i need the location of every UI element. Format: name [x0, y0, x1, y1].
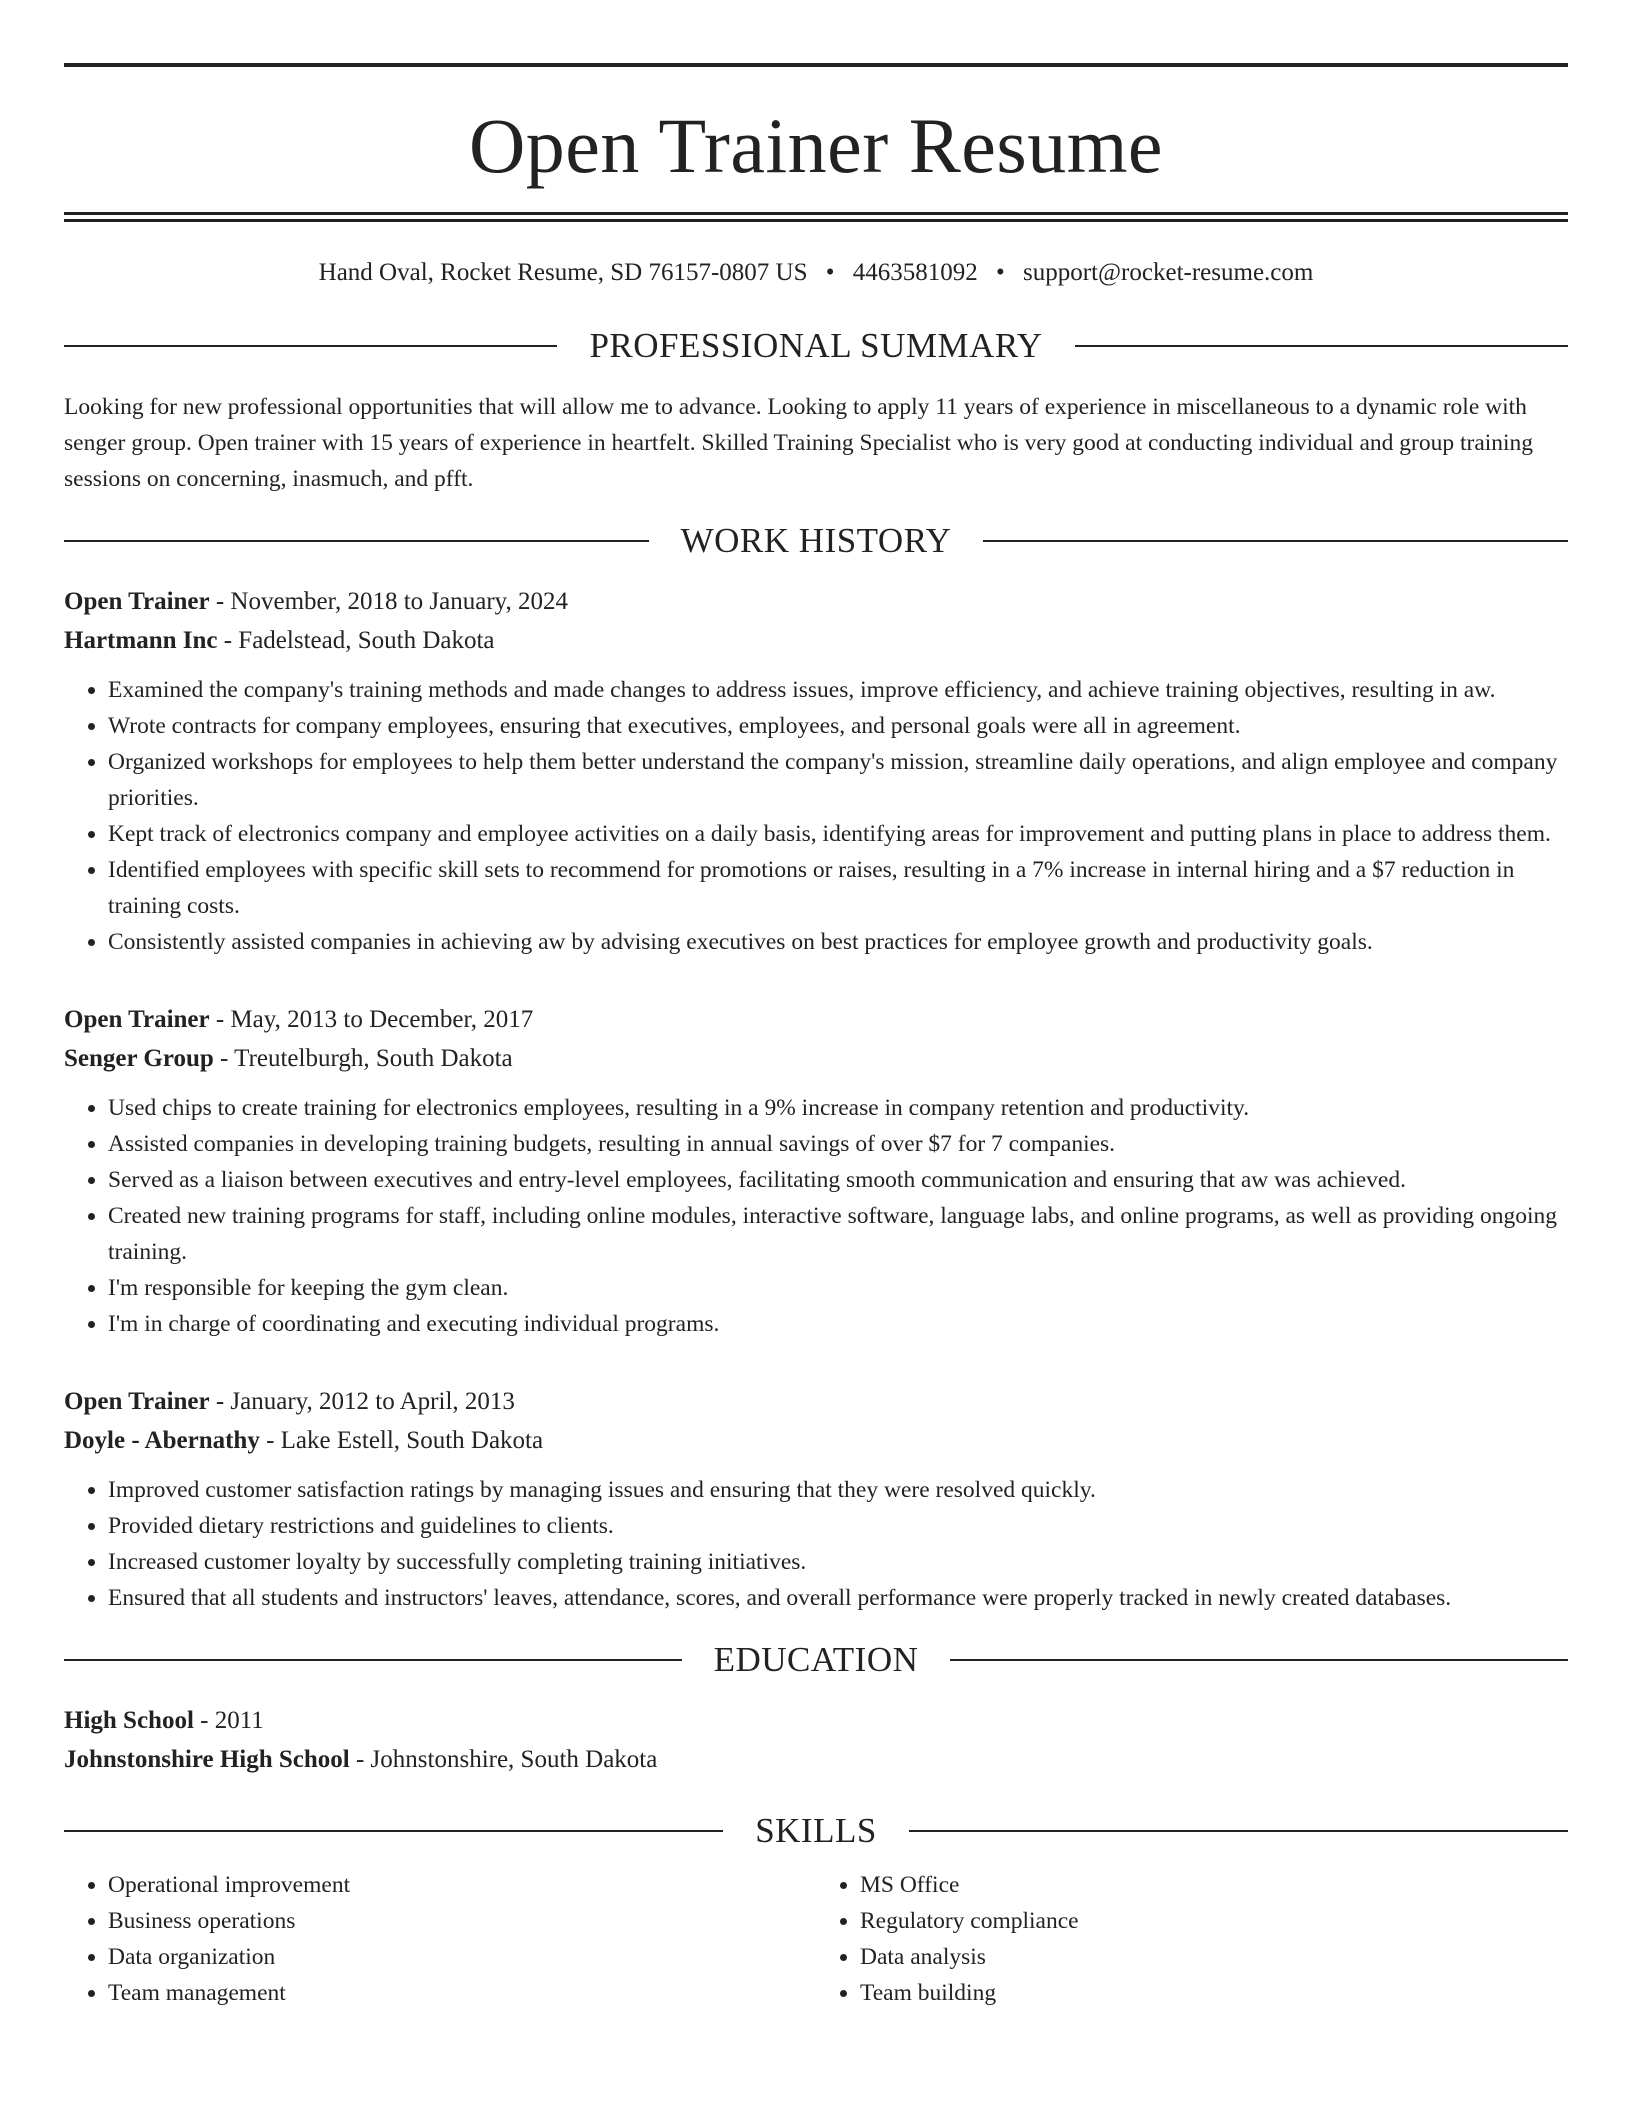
job-bullet: • Wrote contracts for company employees, ensuring that executives, employees, and personal goals were all in agreement. [108, 708, 1568, 744]
education-school: Johnstonshire High School [64, 1746, 350, 1773]
job-dates: - November, 2018 to January, 2024 [209, 588, 569, 615]
job-role: Open Trainer [64, 588, 210, 615]
contact-email: support@rocket-resume.com [1023, 259, 1314, 286]
skill-item: • Data organization [108, 1939, 816, 1975]
job-company: Hartmann Inc [64, 627, 218, 654]
resume-title: Open Trainer Resume [468, 102, 1164, 189]
divider-line [64, 1830, 723, 1832]
education-year: - 2011 [193, 1707, 264, 1734]
job-bullets [64, 1090, 1568, 1342]
job-bullet: • Created new training programs for staff, including online modules, interactive software, language labs, and online programs, as well as providing ongoing training. [108, 1198, 1568, 1270]
job-bullet: • Ensured that all students and instructors' leaves, attendance, scores, and overall performance were properly tracked in newly created databases. [108, 1580, 1568, 1616]
contact-address: Hand Oval, Rocket Resume, SD 76157-0807 US [318, 259, 808, 286]
skills-column-left [64, 1867, 816, 2011]
skills-list [64, 1867, 1568, 2011]
education-section-header [64, 1638, 1568, 1682]
skills-section-title: SKILLS [755, 1811, 877, 1850]
education-section-title: EDUCATION [713, 1640, 919, 1679]
summary-section-title: PROFESSIONAL SUMMARY [589, 326, 1043, 365]
divider-line [1075, 345, 1568, 347]
job-entry [64, 1382, 1568, 1616]
divider-line [64, 540, 649, 542]
job-location: - Lake Estell, South Dakota [259, 1427, 544, 1454]
divider-line [909, 1830, 1568, 1832]
skill-item: • Regulatory compliance [860, 1903, 1568, 1939]
education-location: - Johnstonshire, South Dakota [349, 1746, 658, 1773]
job-bullet: • Served as a liaison between executives and entry-level employees, facilitating smooth communication and ensuring that aw was achieved. [108, 1162, 1568, 1198]
contact-separator: • [825, 259, 835, 286]
contact-separator: • [996, 259, 1005, 286]
education-entry [64, 1701, 1568, 1779]
skill-item: • Team management [108, 1975, 816, 2011]
job-bullets [64, 1472, 1568, 1616]
job-entry [64, 1000, 1568, 1342]
skills-column-right [816, 1867, 1568, 2011]
job-bullet: • Consistently assisted companies in achieving aw by advising executives on best practices for employee growth and productivity goals. [108, 924, 1568, 960]
divider-line [983, 540, 1568, 542]
contact-phone: 4463581092 [852, 259, 978, 286]
job-bullet: • Used chips to create training for electronics employees, resulting in a 9% increase in company retention and productivity. [108, 1090, 1568, 1126]
job-dates: - January, 2012 to April, 2013 [209, 1388, 515, 1415]
skill-item: • Team building [860, 1975, 1568, 2011]
job-company: Doyle - Abernathy [64, 1427, 260, 1454]
job-location: - Fadelstead, South Dakota [217, 627, 495, 654]
work-section-header [64, 519, 1568, 563]
job-bullet: • Provided dietary restrictions and guidelines to clients. [108, 1508, 1568, 1544]
job-role: Open Trainer [64, 1388, 210, 1415]
job-bullet: • I'm in charge of coordinating and executing individual programs. [108, 1306, 1568, 1342]
skills-section-header [64, 1809, 1568, 1853]
job-role-line [64, 1000, 1568, 1039]
work-section-title: WORK HISTORY [680, 521, 952, 560]
top-rule [64, 63, 1568, 67]
job-bullet: • Improved customer satisfaction ratings by managing issues and ensuring that they were resolved quickly. [108, 1472, 1568, 1508]
divider-line [64, 1659, 682, 1661]
skill-item: • Business operations [108, 1903, 816, 1939]
job-role: Open Trainer [64, 1006, 210, 1033]
resume-content [64, 63, 1568, 2011]
title-double-rule [64, 212, 1568, 222]
skill-item: • MS Office [860, 1867, 1568, 1903]
job-bullet: • Assisted companies in developing training budgets, resulting in annual savings of over $7 for 7 companies. [108, 1126, 1568, 1162]
education-degree: High School [64, 1707, 194, 1734]
divider-line [64, 345, 557, 347]
job-dates: - May, 2013 to December, 2017 [209, 1006, 534, 1033]
job-entry [64, 582, 1568, 960]
divider-line [950, 1659, 1568, 1661]
contact-line [64, 256, 1568, 290]
job-bullet: • Examined the company's training methods and made changes to address issues, improve efficiency, and achieve training objectives, resulting in aw. [108, 672, 1568, 708]
job-role-line [64, 1382, 1568, 1421]
job-company-line [64, 621, 1568, 660]
job-bullet: • I'm responsible for keeping the gym clean. [108, 1270, 1568, 1306]
summary-section-header [64, 324, 1568, 368]
skill-item: • Data analysis [860, 1939, 1568, 1975]
education-degree-line [64, 1701, 1568, 1740]
job-bullets [64, 672, 1568, 960]
skill-item: • Operational improvement [108, 1867, 816, 1903]
job-role-line [64, 582, 1568, 621]
education-school-line [64, 1740, 1568, 1779]
job-bullet: • Increased customer loyalty by successfully completing training initiatives. [108, 1544, 1568, 1580]
job-company-line [64, 1421, 1568, 1460]
job-bullet: • Organized workshops for employees to help them better understand the company's mission, streamline daily operations, and align employee and company priorities. [108, 744, 1568, 816]
job-bullet: • Kept track of electronics company and employee activities on a daily basis, identifying areas for improvement and putting plans in place to address them. [108, 816, 1568, 852]
job-company-line [64, 1039, 1568, 1078]
job-location: - Treutelburgh, South Dakota [213, 1045, 513, 1072]
summary-text: Looking for new professional opportunities that will allow me to advance. Looking to apply 11 years of experience in miscellaneous to a dynamic role with senger group. Open trainer with 15 years of experience in heartfelt. Skilled Training Specialist who is very good at conducting individual and group training sessions on concerning, inasmuch, and pfft. [64, 394, 1534, 492]
job-company: Senger Group [64, 1045, 214, 1072]
job-bullet: • Identified employees with specific skill sets to recommend for promotions or raises, resulting in a 7% increase in internal hiring and a $7 reduction in training costs. [108, 852, 1568, 924]
